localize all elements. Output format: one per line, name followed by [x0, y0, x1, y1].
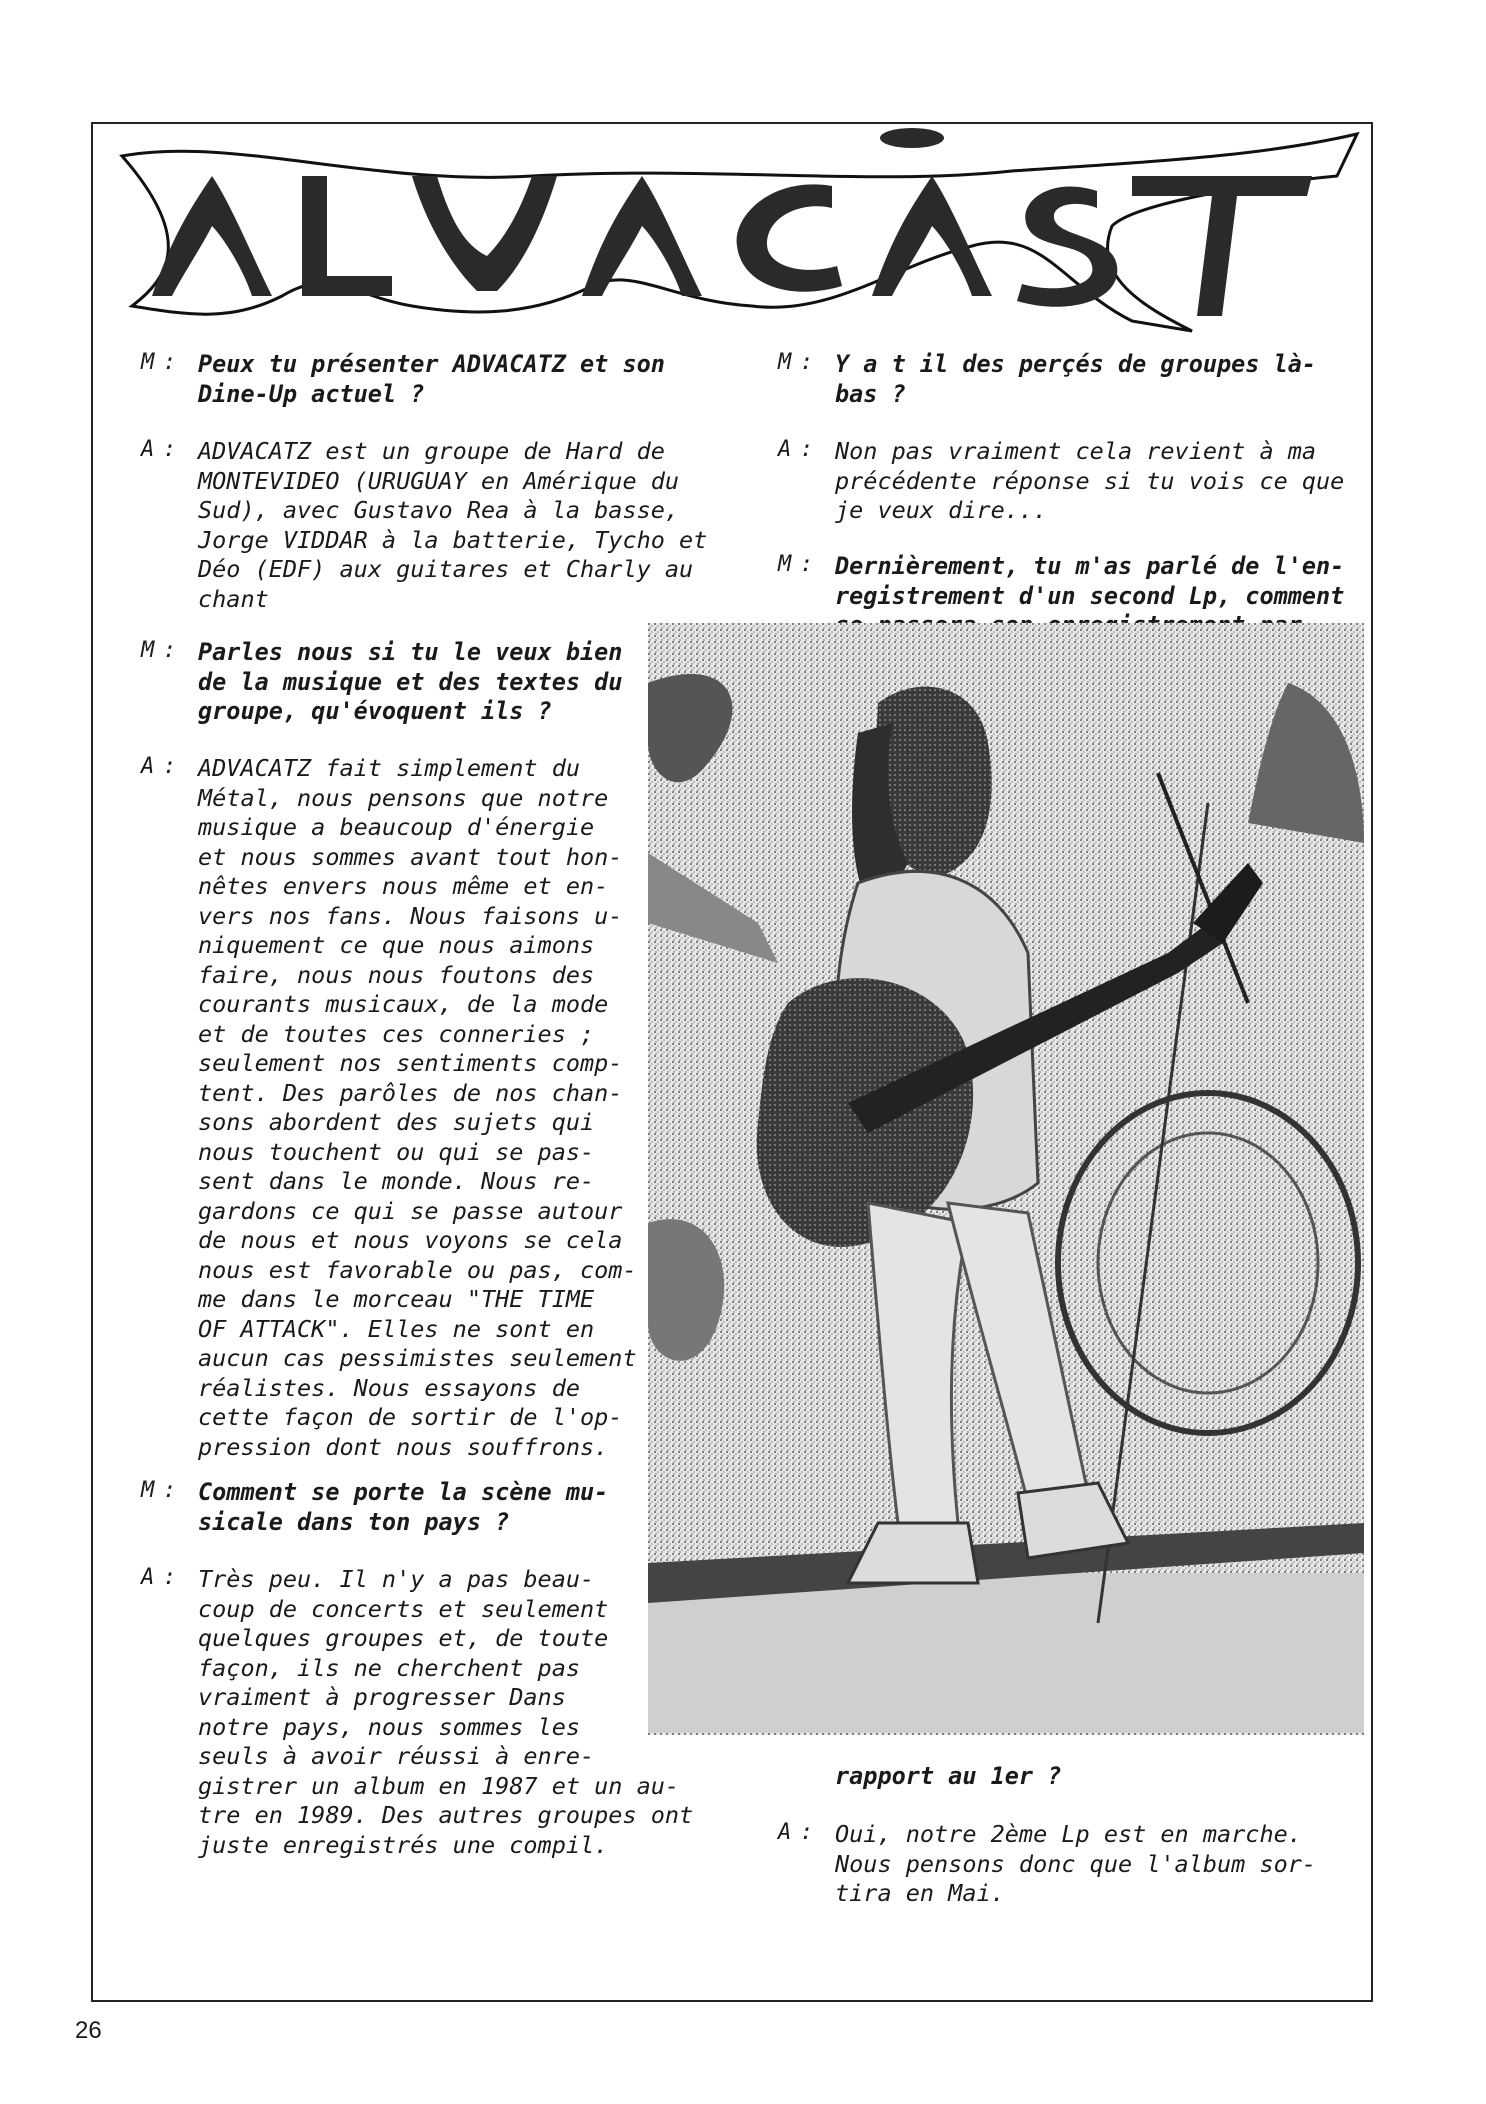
question-text: Y a t il des perçés de groupes là- bas ?	[835, 350, 1317, 408]
question-text: Peux tu présenter ADVACATZ et son Dine-Up actuel ?	[198, 350, 665, 408]
question-text: Parles nous si tu le veux bien de la musique et des textes du groupe, qu'évoquent ils ?	[198, 638, 623, 725]
interview-answer: A : Non pas vraiment cela revient à ma précédente réponse si tu vois ce que je veux dire...	[778, 437, 1358, 526]
interview-answer: A : ADVACATZ est un groupe de Hard de MONTEVIDEO (URUGUAY en Amérique du Sud), avec Gustavo Rea à la basse, Jorge VIDDAR à la batterie, Tycho et Déo (EDF) aux guitares et Charly au chant	[141, 437, 741, 614]
page-number: 26	[75, 2017, 102, 2044]
interview-question: M : Dernièrement, tu m'as parlé de l'en- registrement d'un second Lp, comment	[778, 552, 1358, 641]
interview-answer: A : Oui, notre 2ème Lp est en marche. Nous pensons donc que l'album sor- tira en Mai.	[778, 1820, 1358, 1909]
interview-answer: A : ADVACATZ fait simplement du Métal, nous pensons que notre musique a beaucoup d'énergie et nous sommes avant tout hon- nêtes envers nous même et en- vers nos fans. Nous faisons u- niquement ce que nous aimons faire, nous nous foutons des courants musicaux, de la mode et de toutes ces conneries ; seulement nos sentiments comp- tent. Des parôles de nos chan- sons abordent des sujets qui nous touchent ou qui se pas- sent dans le monde. Nous re- gardons ce qui se passe autour de nous et nous voyons se cela nous est favorable ou pas, com- me dans le morceau "THE TIME OF ATTACK". Elles ne sont en aucun cas pessimistes seulement réalistes. Nous essayons de cette façon de sortir de l'op- pression dont nous souffrons.	[141, 754, 661, 1462]
interview-question: M : Peux tu présenter ADVACATZ et son Dine-Up actuel ?	[141, 350, 701, 409]
interview-question-continued	[778, 1762, 1358, 1792]
question-text: Dernièrement, tu m'as parlé de l'en- registrement d'un second Lp, comment	[835, 552, 1345, 610]
interview-question: M : Parles nous si tu le veux bien de la musique et des textes du groupe, qu'évoquent ils ?	[141, 638, 661, 727]
answer-text: ADVACATZ est un groupe de Hard de MONTEVIDEO (URUGUAY en Amérique du Sud), avec Gustavo Rea à la basse, Jorge VIDDAR à la batterie, Tycho et Déo (EDF) aux guitares et Charly au chant	[198, 437, 708, 613]
interview-question: M : Y a t il des perçés de groupes là- bas ?	[778, 350, 1358, 409]
interview-question: M : Comment se porte la scène mu- sicale dans ton pays ?	[141, 1478, 661, 1537]
band-logo	[112, 116, 1367, 338]
question-text: rapport au 1er ?	[835, 1762, 1062, 1790]
interview-answer: A : Très peu. Il n'y a pas beau- coup de concerts et seulement quelques groupes et, de toute façon, ils ne cherchent pas vraiment à progresser Dans notre pays, nous sommes les seuls à avoir réussi à enre- gistrer un album en 1987 et un au- tre en 1989. Des autres groupes ont juste enregistrés une compil.	[141, 1565, 741, 1860]
answer-text: ADVACATZ fait simplement du Métal, nous pensons que notre musique a beaucoup d'énergie et nous sommes avant tout hon- nêtes envers nous même et en- vers nos fans. Nous faisons u- niquement ce que nous aimons faire, nous nous foutons des courants musicaux, de la mode et de toutes ces conneries ; seulement nos sentiments comp- tent. Des parôles de nos chan- sons abordent des sujets qui nous touchent ou qui se pas- sent dans le monde. Nous re- gardons ce qui se passe autour de nous et nous voyons se cela nous est favorable ou pas, com- me dans le morceau "THE TIME OF ATTACK". Elles ne sont en aucun cas pessimistes seulement réalistes. Nous essayons de cette façon de sortir de l'op- pression dont nous souffrons.	[198, 754, 637, 1461]
answer-text: Oui, notre 2ème Lp est en marche. Nous pensons donc que l'album sor- tira en Mai.	[835, 1820, 1317, 1907]
concert-photo	[648, 623, 1364, 1735]
answer-text: Non pas vraiment cela revient à ma précédente réponse si tu vois ce que je veux dire...	[835, 437, 1345, 524]
question-text: Comment se porte la scène mu- sicale dans ton pays ?	[198, 1478, 609, 1536]
answer-text: Très peu. Il n'y a pas beau- coup de concerts et seulement quelques groupes et, de toute façon, ils ne cherchent pas vraiment à progresser Dans notre pays, nous sommes les seuls à avoir réussi à enre- gistrer un album en 1987 et un au- tre en 1989. Des autres groupes ont juste enregistrés une compil.	[198, 1565, 694, 1859]
